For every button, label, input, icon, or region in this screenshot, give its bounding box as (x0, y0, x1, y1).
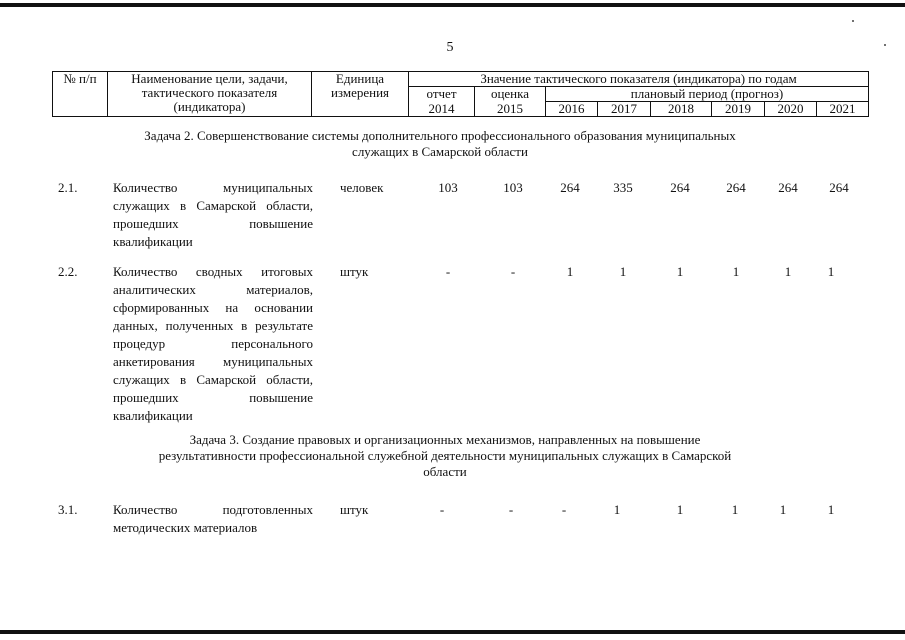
value-2017: 335 (613, 180, 633, 195)
value-2020: 264 (778, 180, 798, 195)
value-2019: 1 (731, 502, 739, 517)
task-2-title: Задача 2. Совершенствование системы дополнительного профессионального образования муниципальных служащих в Самарской области (144, 128, 736, 159)
row-indicator-name: Количество муниципальных служащих в Самарской области, прошедших повышение квалификации (113, 180, 313, 249)
value-2019: 1 (732, 264, 740, 279)
header-report: отчет (409, 87, 475, 102)
row-unit: штук (340, 502, 369, 517)
row-unit: человек (340, 180, 384, 195)
value-2020: 1 (784, 264, 792, 279)
header-year: 2017 (598, 102, 651, 117)
value-2017: 1 (619, 264, 627, 279)
value-2021: 1 (827, 502, 835, 517)
row-indicator-name: Количество подготовленных методических материалов (113, 502, 313, 535)
indicator-table-header (52, 71, 869, 117)
header-planned: плановый период (прогноз) (546, 87, 869, 102)
header-value-group: Значение тактического показателя (индикатора) по годам (409, 72, 869, 87)
value-2018: 1 (676, 502, 684, 517)
header-year: 2018 (651, 102, 712, 117)
row-number: 2.2. (58, 264, 78, 279)
task-3-title: Задача 3. Создание правовых и организационных механизмов, направленных на повышение результативности профессиональной служебной деятельности муниципальных служащих в Самарской области (158, 432, 732, 479)
header-estimate: оценка (475, 87, 546, 102)
value-2018: 1 (676, 264, 684, 279)
value-2014: - (445, 264, 451, 279)
scan-speck (884, 44, 886, 46)
value-2019: 264 (726, 180, 746, 195)
header-year: 2019 (712, 102, 765, 117)
value-2014: - (439, 502, 445, 517)
row-number: 3.1. (58, 502, 78, 517)
value-2018: 264 (670, 180, 690, 195)
header-unit: Единица измерения (312, 72, 409, 117)
value-2016: 264 (560, 180, 580, 195)
row-number: 2.1. (58, 180, 78, 195)
header-year: 2016 (546, 102, 598, 117)
value-2016: 1 (566, 264, 574, 279)
value-2016: - (561, 502, 567, 517)
header-year: 2015 (475, 102, 546, 117)
top-border-rule (0, 3, 905, 7)
scan-speck (852, 20, 854, 22)
header-year: 2014 (409, 102, 475, 117)
value-2015: 103 (503, 180, 523, 195)
value-2021: 1 (827, 264, 835, 279)
header-name: Наименование цели, задачи, тактического показателя (индикатора) (108, 72, 312, 117)
value-2015: - (508, 502, 514, 517)
header-num: № п/п (53, 72, 108, 117)
header-year: 2020 (765, 102, 817, 117)
row-indicator-name: Количество сводных итоговых аналитических материалов, сформированных на основании данных, полученных в результате процедур персонального анкетирования муниципальных служащих в Самарской области, прошедших повышение квалификации (113, 264, 313, 423)
value-2014: 103 (438, 180, 458, 195)
value-2015: - (510, 264, 516, 279)
value-2021: 264 (829, 180, 849, 195)
value-2020: 1 (779, 502, 787, 517)
bottom-border-rule (0, 630, 905, 634)
page-number: 5 (446, 40, 454, 55)
header-year: 2021 (817, 102, 869, 117)
row-unit: штук (340, 264, 369, 279)
value-2017: 1 (613, 502, 621, 517)
